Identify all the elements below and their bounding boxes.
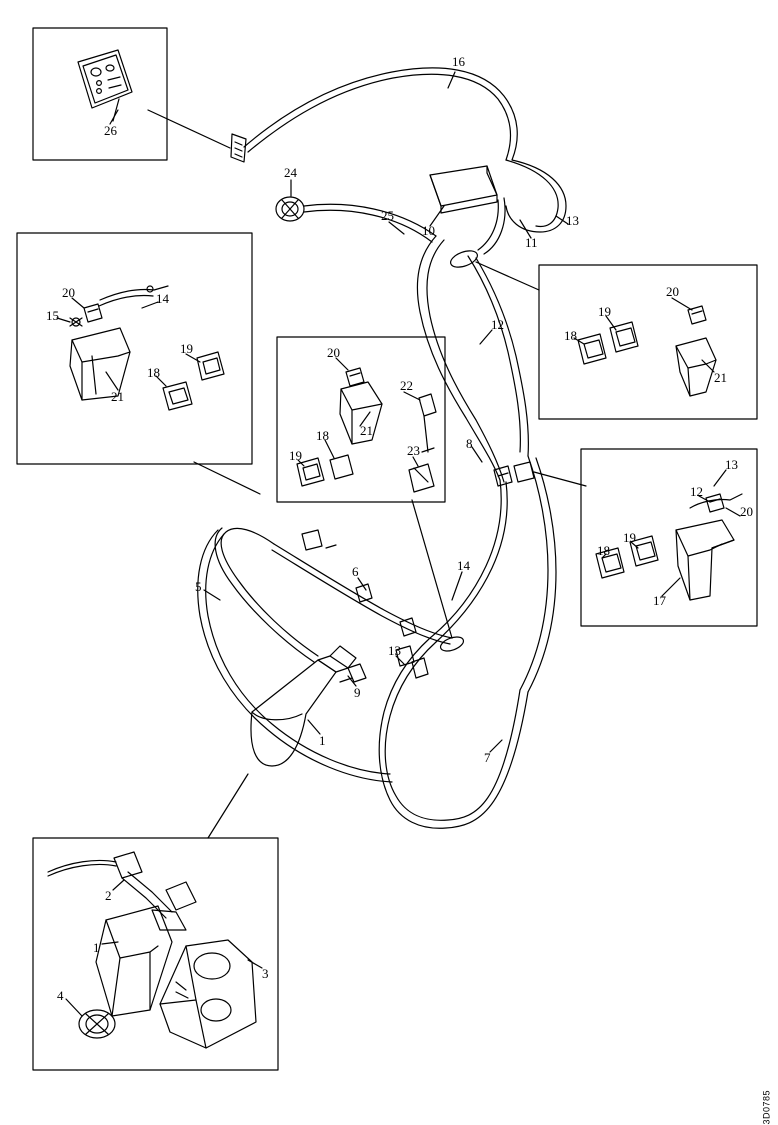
callout-18-right-upper: 18 [564, 328, 577, 343]
callout-12-right-lower: 12 [690, 484, 703, 499]
callout-7: 7 [484, 750, 491, 765]
callout-5: 5 [195, 579, 202, 594]
callout-6: 6 [352, 564, 359, 579]
callout-3: 3 [262, 966, 269, 981]
callout-14-lower: 14 [457, 558, 470, 573]
callout-4: 4 [57, 988, 64, 1003]
callout-13-upper: 13 [566, 213, 579, 228]
callout-11: 11 [525, 235, 538, 250]
callout-19-right-lower: 19 [623, 530, 636, 545]
callout-19-left: 19 [180, 341, 193, 356]
callout-21-left: 21 [111, 389, 124, 404]
callout-18-right-lower: 18 [597, 543, 610, 558]
callout-10: 10 [422, 223, 435, 238]
callout-16: 16 [452, 54, 465, 69]
callout-26: 26 [104, 123, 117, 138]
callout-20-center: 20 [327, 345, 340, 360]
callout-21-center: 21 [360, 423, 373, 438]
callout-2: 2 [105, 888, 112, 903]
callout-12-center: 12 [491, 317, 504, 332]
callout-1-inset: 1 [93, 940, 100, 955]
callout-15: 15 [46, 308, 59, 323]
callout-18-left: 18 [147, 365, 160, 380]
callout-25: 25 [381, 208, 394, 223]
callout-20-left: 20 [62, 285, 75, 300]
callout-20-right-upper: 20 [666, 284, 679, 299]
callout-1-main: 1 [319, 733, 326, 748]
callout-13-right-lower: 13 [725, 457, 738, 472]
callout-14-left: 14 [156, 291, 169, 306]
callout-24: 24 [284, 165, 297, 180]
callout-19-right-upper: 19 [598, 304, 611, 319]
callout-9: 9 [354, 685, 361, 700]
callout-13-lower: 13 [388, 643, 401, 658]
callout-18-center: 18 [316, 428, 329, 443]
callout-19-center: 19 [289, 448, 302, 463]
callout-21-right-upper: 21 [714, 370, 727, 385]
callout-22: 22 [400, 378, 413, 393]
callout-17: 17 [653, 593, 666, 608]
callout-8: 8 [466, 436, 473, 451]
callout-20-right-lower: 20 [740, 504, 753, 519]
callout-23: 23 [407, 443, 420, 458]
sheet-code: 3D0785 [762, 1090, 772, 1125]
